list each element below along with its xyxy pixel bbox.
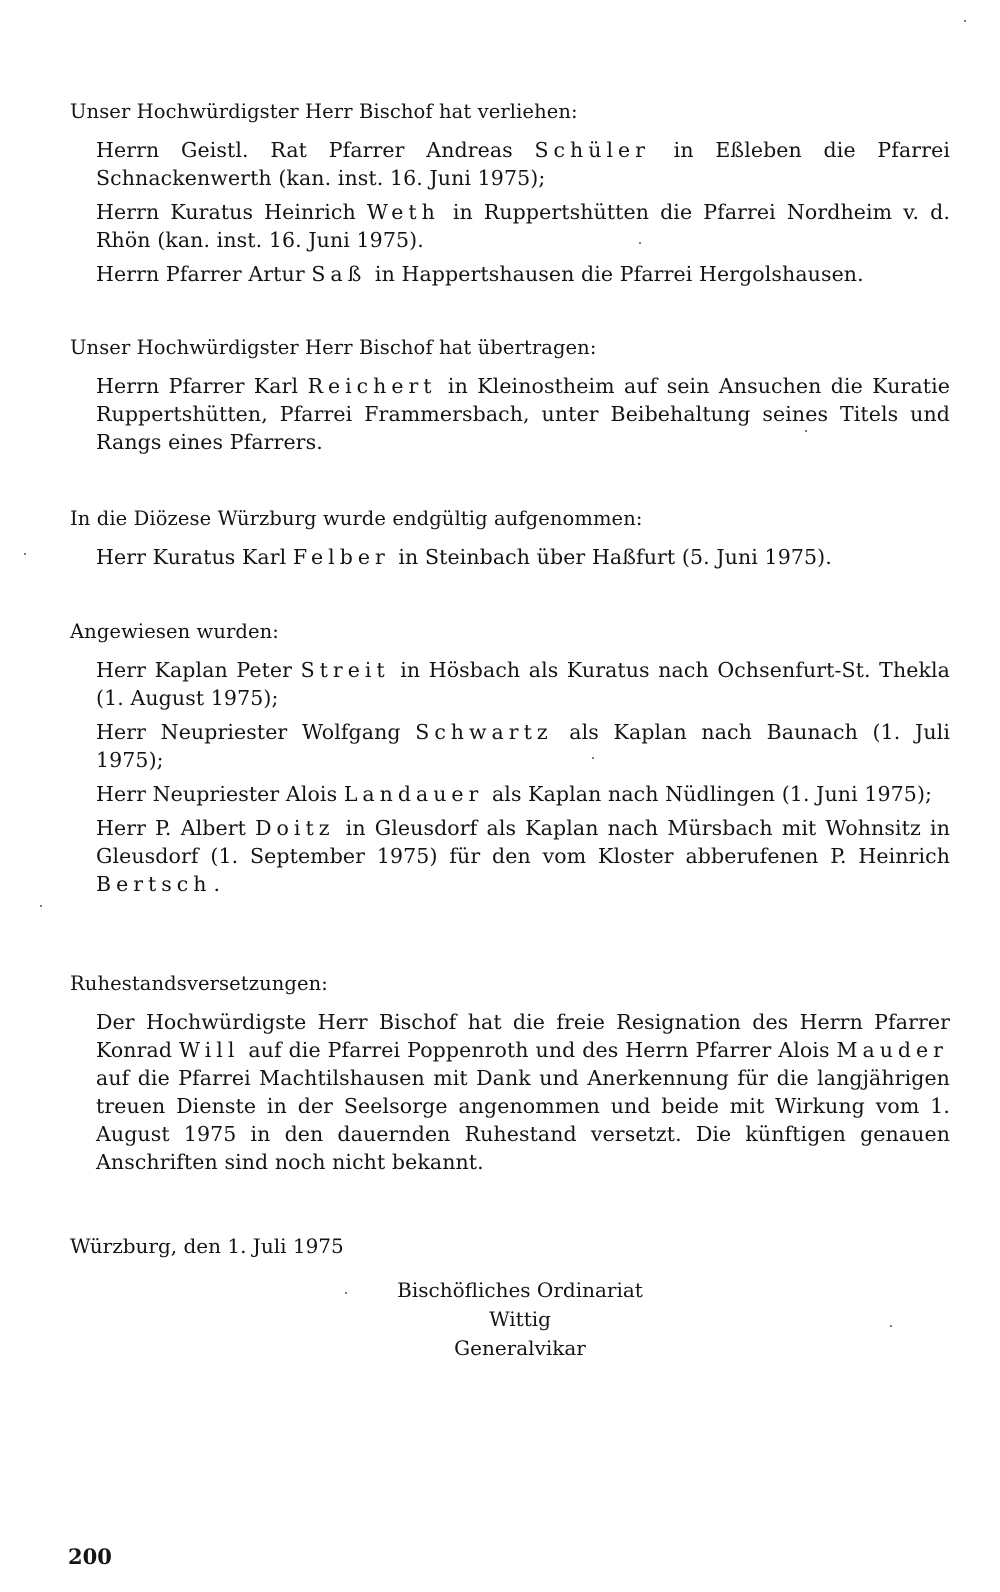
appointment-entry (96, 136, 950, 192)
person-name: Schwartz (415, 720, 553, 744)
entry-text: als Kaplan nach Nüdlingen (1. Juni 1975); (485, 782, 933, 806)
entry-text: Herrn Kuratus Heinrich (96, 200, 367, 224)
section-heading: Unser Hochwürdigster Herr Bischof hat übertragen: (70, 336, 597, 359)
person-name: Doitz (255, 816, 335, 840)
scan-speck (805, 430, 807, 432)
section-heading: Ruhestandsversetzungen: (70, 972, 328, 995)
entry-text: Herrn Geistl. Rat Pfarrer Andreas (96, 138, 535, 162)
section-heading: Angewiesen wurden: (70, 620, 279, 643)
entry-text: in Ruppertshütten die Pfarrei Nordheim v. d. Rhön (kan. inst. 16. Juni 1975). (96, 200, 950, 252)
signature-block (320, 1276, 720, 1363)
scan-speck (345, 1292, 347, 1294)
person-name: Will (179, 1038, 240, 1062)
entry-text: in Hösbach als Kuratus nach Ochsenfurt-St. Thekla (1. August 1975); (96, 658, 950, 710)
appointment-entry (96, 656, 950, 712)
signature-title: Generalvikar (454, 1336, 586, 1360)
entry-text: auf die Pfarrei Poppenroth und des Herrn Pfarrer Alois (241, 1038, 837, 1062)
entry-text: in Kleinostheim auf sein Ansuchen die Kuratie Ruppertshütten, Pfarrei Frammersbach, unter Beibehaltung seines Titels und Rangs eines Pfarrers. (96, 374, 950, 454)
entry-text: in Steinbach über Haßfurt (5. Juni 1975). (391, 545, 832, 569)
entry-text: Herr Kaplan Peter (96, 658, 301, 682)
appointment-entry (96, 543, 950, 571)
entry-text: Herrn Pfarrer Karl (96, 374, 308, 398)
entry-text: als Kaplan nach Baunach (1. Juli 1975); (96, 720, 950, 772)
person-name: Bertsch (96, 872, 212, 896)
section-aufgenommen (70, 505, 950, 571)
entry-text: Herr Neupriester Alois (96, 782, 344, 806)
appointment-entry (96, 260, 950, 288)
appointment-entry (96, 372, 950, 456)
scan-speck (639, 242, 641, 244)
person-name: Schüler (534, 138, 650, 162)
entry-text: in Gleusdorf als Kaplan nach Mürsbach mit Wohnsitz in Gleusdorf (1. September 1975) für den vom Kloster abberufenen P. Heinrich (96, 816, 951, 868)
scan-speck (592, 757, 594, 759)
person-name: Saß (311, 262, 367, 286)
entry-text: in Happertshausen die Pfarrei Hergolshausen. (368, 262, 864, 286)
scan-speck (964, 20, 966, 22)
entry-text: auf die Pfarrei Machtilshausen mit Dank und Anerkennung für die langjährigen treuen Dienste in der Seelsorge angenommen und beide mit Wirkung vom 1. August 1975 in den dauernden Ruhestand versetzt. Die künftigen genauen Anschriften sind noch nicht bekannt. (96, 1066, 950, 1174)
entry-text: in Eßleben die Pfarrei Schnackenwerth (kan. inst. 16. Juni 1975); (96, 138, 950, 190)
entry-text: Herr Neupriester Wolfgang (96, 720, 416, 744)
person-name: Weth (366, 200, 440, 224)
person-name: Mauder (836, 1038, 948, 1062)
person-name: Reichert (307, 374, 437, 398)
section-ruhestand (70, 970, 950, 1176)
section-verliehen (70, 98, 950, 288)
scan-speck (890, 1325, 892, 1327)
signature-office: Bischöfliches Ordinariat (397, 1278, 643, 1302)
person-name: Felber (292, 545, 390, 569)
section-uebertragen (70, 334, 950, 456)
entry-text: . (213, 872, 221, 896)
appointment-entry (96, 718, 950, 774)
scan-speck (24, 553, 26, 555)
entry-text: Herrn Pfarrer Artur (96, 262, 312, 286)
person-name: Streit (300, 658, 390, 682)
appointment-entry (96, 814, 950, 898)
date-line: Würzburg, den 1. Juli 1975 (70, 1234, 344, 1258)
signature-name: Wittig (489, 1307, 551, 1331)
appointment-entry (96, 780, 950, 808)
entry-text: Der Hochwürdigste Herr Bischof hat die freie Resignation des Herrn Pfarrer Konrad (96, 1010, 950, 1062)
section-heading: In die Diözese Würzburg wurde endgültig aufgenommen: (70, 507, 643, 530)
person-name: Landauer (343, 782, 484, 806)
section-heading: Unser Hochwürdigster Herr Bischof hat verliehen: (70, 100, 578, 123)
scan-speck (40, 905, 42, 907)
entry-text: Herr Kuratus Karl (96, 545, 293, 569)
entry-text: Herr P. Albert (96, 816, 256, 840)
page-number: 200 (68, 1544, 112, 1569)
section-angewiesen (70, 618, 950, 898)
appointment-entry (96, 198, 950, 254)
retirement-entry (96, 1008, 950, 1176)
